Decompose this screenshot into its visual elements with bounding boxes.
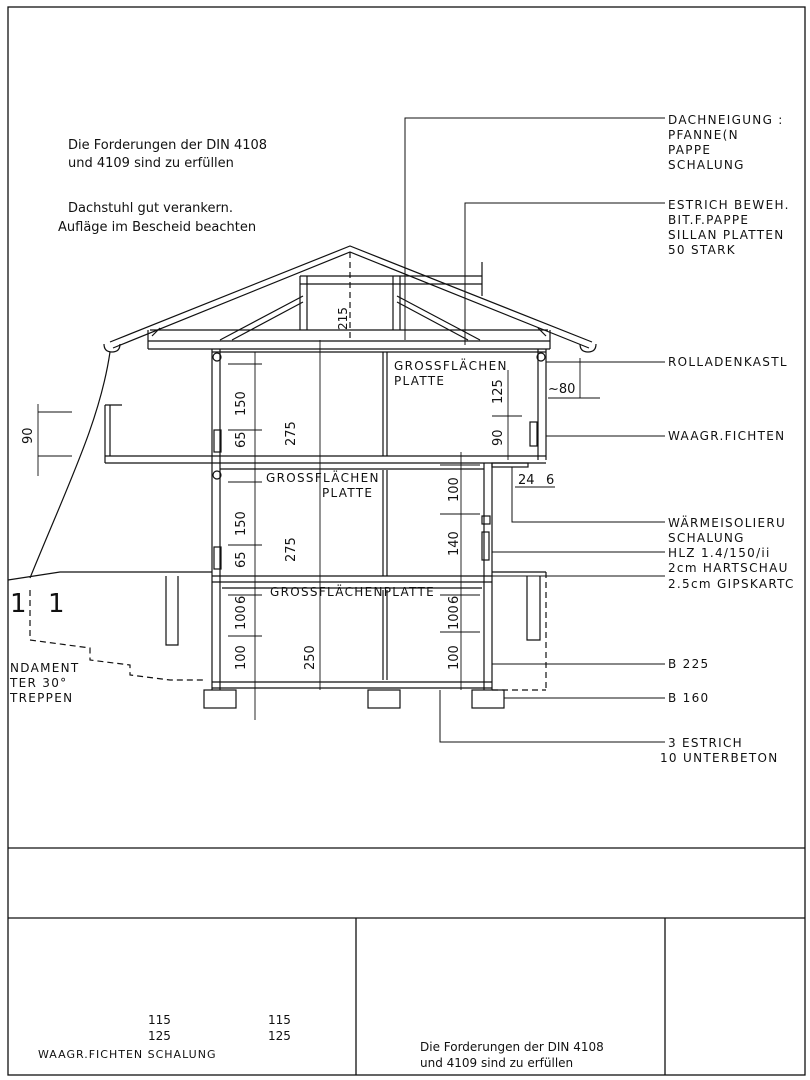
title-block-value-2: 125 (148, 1029, 171, 1043)
floor-callout-line-3: SILLAN PLATTEN (668, 228, 785, 242)
dim-275-upper: 275 (284, 421, 299, 446)
dim-65-upper: 65 (234, 431, 249, 448)
foundation-note (9, 661, 80, 705)
wall-callout-line-3: HLZ 1.4/150/ii (668, 546, 771, 560)
dim-100-lower-left-b: 100 (234, 645, 249, 670)
roof-structure (104, 246, 596, 352)
wall-callout-line-5: 2.5cm GIPSKARTC (668, 577, 795, 591)
dim-100-right: 100 (447, 477, 462, 502)
title-block-bottom-label: WAAGR.FICHTEN SCHALUNG (38, 1048, 217, 1061)
building-section (8, 349, 546, 708)
dim-6-lower-left: 6 (234, 595, 249, 604)
floor-callout-line-1: ESTRICH BEWEH. (668, 198, 790, 212)
roof-callout-line-1: DACHNEIGUNG : (668, 113, 784, 127)
general-notes (58, 138, 267, 235)
sill-callout: WAAGR.FICHTEN (668, 429, 786, 443)
roof-note-line-1: Dachstuhl gut verankern. (68, 201, 233, 216)
title-block (38, 1013, 604, 1070)
section-marks (10, 589, 65, 619)
dim-125: 125 (491, 379, 506, 404)
upper-slab-label-2: PLATTE (394, 374, 446, 388)
dim-65-middle: 65 (234, 551, 249, 568)
dim-100-lower-right-b: 100 (447, 645, 462, 670)
b225-callout: B 225 (668, 657, 710, 671)
dim-250: 250 (303, 645, 318, 670)
roof-callout-line-4: SCHALUNG (668, 158, 745, 172)
roof-callout-line-2: PFANNE(N (668, 128, 739, 142)
dim-6-right: 6 (546, 473, 555, 488)
callout-labels (660, 113, 795, 765)
dim-100-lower-right-a: 100 (447, 605, 462, 630)
dim-275-middle: 275 (284, 537, 299, 562)
ridge-height-dim: 215 (336, 307, 350, 330)
title-block-note-line-1: Die Forderungen der DIN 4108 (420, 1040, 604, 1054)
wall-callout-line-2: SCHALUNG (668, 531, 745, 545)
dim-140: 140 (447, 531, 462, 556)
upper-slab-label-1: GROSSFLÄCHEN (394, 359, 508, 373)
dimension-lines (38, 340, 600, 720)
dim-24: 24 (518, 473, 535, 488)
leader-lines (405, 118, 665, 742)
wall-callout-line-1: WÄRMEISOLIERU (668, 516, 787, 530)
din-note-line-1: Die Forderungen der DIN 4108 (68, 138, 268, 153)
title-block-value-1: 115 (148, 1013, 171, 1027)
b160-callout: B 160 (668, 691, 710, 705)
base-callout-line-1: 3 ESTRICH (668, 736, 743, 750)
title-block-note-line-2: und 4109 sind zu erfüllen (420, 1056, 574, 1070)
middle-slab-label-2: PLATTE (322, 486, 374, 500)
wall-callout-line-4: 2cm HARTSCHAU (668, 561, 789, 575)
dim-90-right: 90 (491, 429, 506, 446)
dim-150-upper: 150 (234, 391, 249, 416)
foundation-note-line-3: TREPPEN (10, 691, 74, 705)
lower-slab-label: GROSSFLÄCHENPLATTE (270, 585, 436, 599)
dim-80: ~80 (548, 382, 576, 397)
floor-callout-line-2: BIT.F.PAPPE (668, 213, 750, 227)
foundation-note-line-1: NDAMENT (10, 661, 80, 675)
title-block-value-4: 125 (268, 1029, 291, 1043)
dim-90-balcony: 90 (21, 427, 36, 444)
dim-100-lower-left-a: 100 (234, 605, 249, 630)
floor-callout-line-4: 50 STARK (668, 243, 736, 257)
title-block-value-3: 115 (268, 1013, 291, 1027)
roof-note-line-2: Aufläge im Bescheid beachten (58, 220, 257, 235)
foundation-note-line-2: TER 30° (10, 676, 68, 690)
roof-callout-line-3: PAPPE (668, 143, 712, 157)
dim-150-middle: 150 (234, 511, 249, 536)
din-note-line-2: und 4109 sind zu erfüllen (68, 156, 234, 171)
dim-6-lower-right: 6 (447, 595, 462, 604)
middle-slab-label-1: GROSSFLÄCHEN (266, 471, 380, 485)
section-mark-right: 1 (48, 589, 65, 619)
section-mark-left: 1 (10, 589, 27, 619)
base-callout-line-2: 10 UNTERBETON (660, 751, 779, 765)
shutter-callout: ROLLADENKASTL (668, 355, 788, 369)
